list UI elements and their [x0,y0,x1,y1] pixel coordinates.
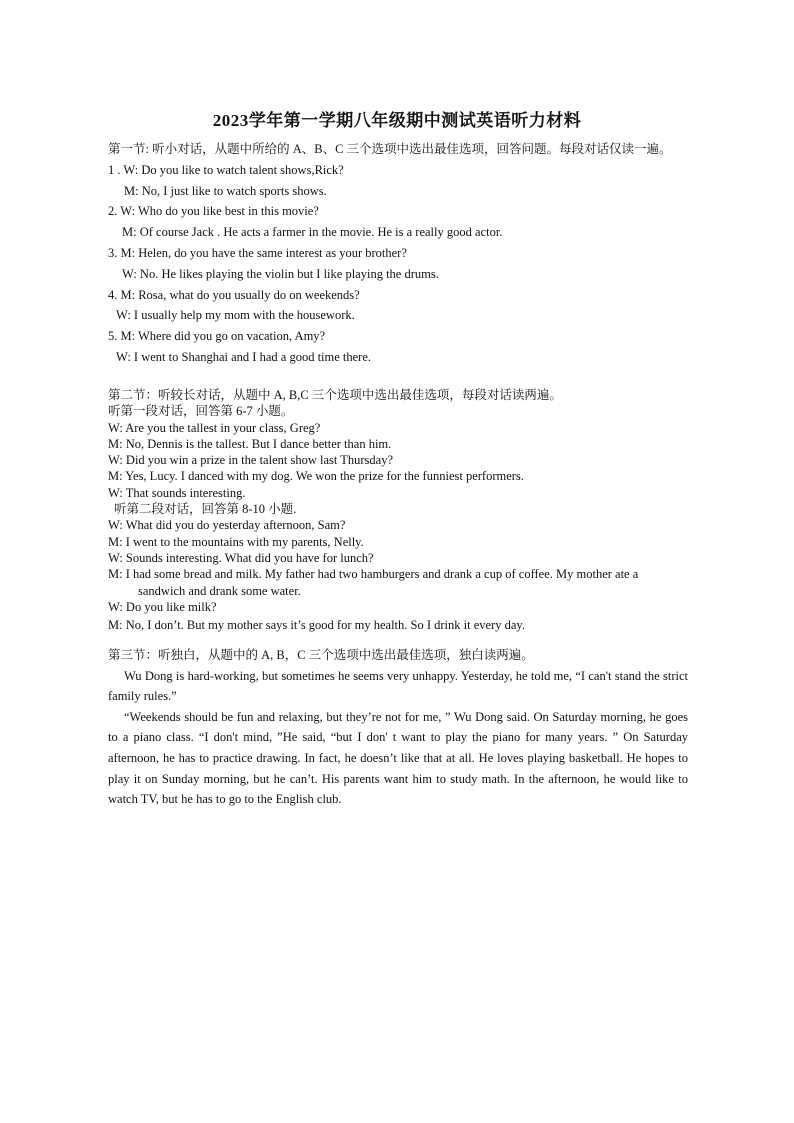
dialog-line: W: Sounds interesting. What did you have for lunch? [108,550,374,565]
monologue-paragraph-1: Wu Dong is hard-working, but sometimes he seems very unhappy. Yesterday, he told me, “I can't stand the strict family rules.” [108,668,688,704]
dialog-line: M: No, I don’t. But my mother says it’s good for my health. So I drink it every day. [108,618,525,633]
section-2-heading: 第二节：听较长对话，从题中 A, B,C 三个选项中选出最佳选项，每段对话读两遍。 [108,388,562,402]
section-2 [108,387,688,636]
section-3 [108,645,688,810]
dialog-line: M: I went to the mountains with my parents, Nelly. [108,534,364,549]
monologue-paragraph-2: “Weekends should be fun and relaxing, but they’re not for me, ” Wu Dong said. On Saturday morning, he goes to a piano class. “I don't mind, ”He said, “but I don' t want to play the piano for many years. ” On Saturday afternoon, he has to practice drawing. In fact, he doesn’t like that at all. He loves playing basketball. He hopes to play it on Sunday morning, but he can’t. His parents want him to study math. In the afternoon, he would like to watch TV, but he has to go to the English club. [108,709,688,807]
dialog-line: W: No. He likes playing the violin but I like playing the drums. [122,266,439,281]
section-1-heading: 第一节: 听小对话，从题中所给的 A、B、C 三个选项中选出最佳选项，回答问题。每段对话仅读一遍。 [108,142,672,156]
dialog-line: M: No, I just like to watch sports shows. [124,183,327,198]
dialog-line: W: Are you the tallest in your class, Greg? [108,420,321,435]
dialog-line: W: I usually help my mom with the housework. [116,308,355,323]
dialog-2-intro: 听第二段对话，回答第 8-10 小题. [114,502,297,517]
section-1 [108,139,688,368]
dialog-line: W: Did you win a prize in the talent show last Thursday? [108,453,394,468]
dialog-line: M: Yes, Lucy. I danced with my dog. We won the prize for the funniest performers. [108,469,524,484]
dialog-line: W: Do you like milk? [108,599,217,614]
dialog-line: W: That sounds interesting. [108,485,246,500]
dialog-line: 1 . W: Do you like to watch talent shows,Rick? [108,162,344,177]
dialog-line: W: What did you do yesterday afternoon, Sam? [108,518,346,533]
dialog-line: M: I had some bread and milk. My father had two hamburgers and drank a cup of coffee. My mother ate a sandwich and drank some water. [108,567,639,598]
dialog-line: 2. W: Who do you like best in this movie? [108,204,319,219]
dialog-line: M: No, Dennis is the tallest. But I dance better than him. [108,436,392,451]
dialog-line: M: Of course Jack . He acts a farmer in the movie. He is a really good actor. [122,225,503,240]
dialog-line: 5. M: Where did you go on vacation, Amy? [108,329,326,344]
dialog-line: 3. M: Helen, do you have the same interest as your brother? [108,245,407,260]
page-title: 2023学年第一学期八年级期中测试英语听力材料 [212,111,582,130]
dialog-1-intro: 听第一段对话，回答第 6-7 小题。 [108,404,294,419]
dialog-line: W: I went to Shanghai and I had a good time there. [116,349,372,364]
dialog-line: 4. M: Rosa, what do you usually do on weekends? [108,287,360,302]
section-3-heading: 第三节：听独白，从题中的 A, B，C 三个选项中选出最佳选项，独白读两遍。 [108,648,534,662]
